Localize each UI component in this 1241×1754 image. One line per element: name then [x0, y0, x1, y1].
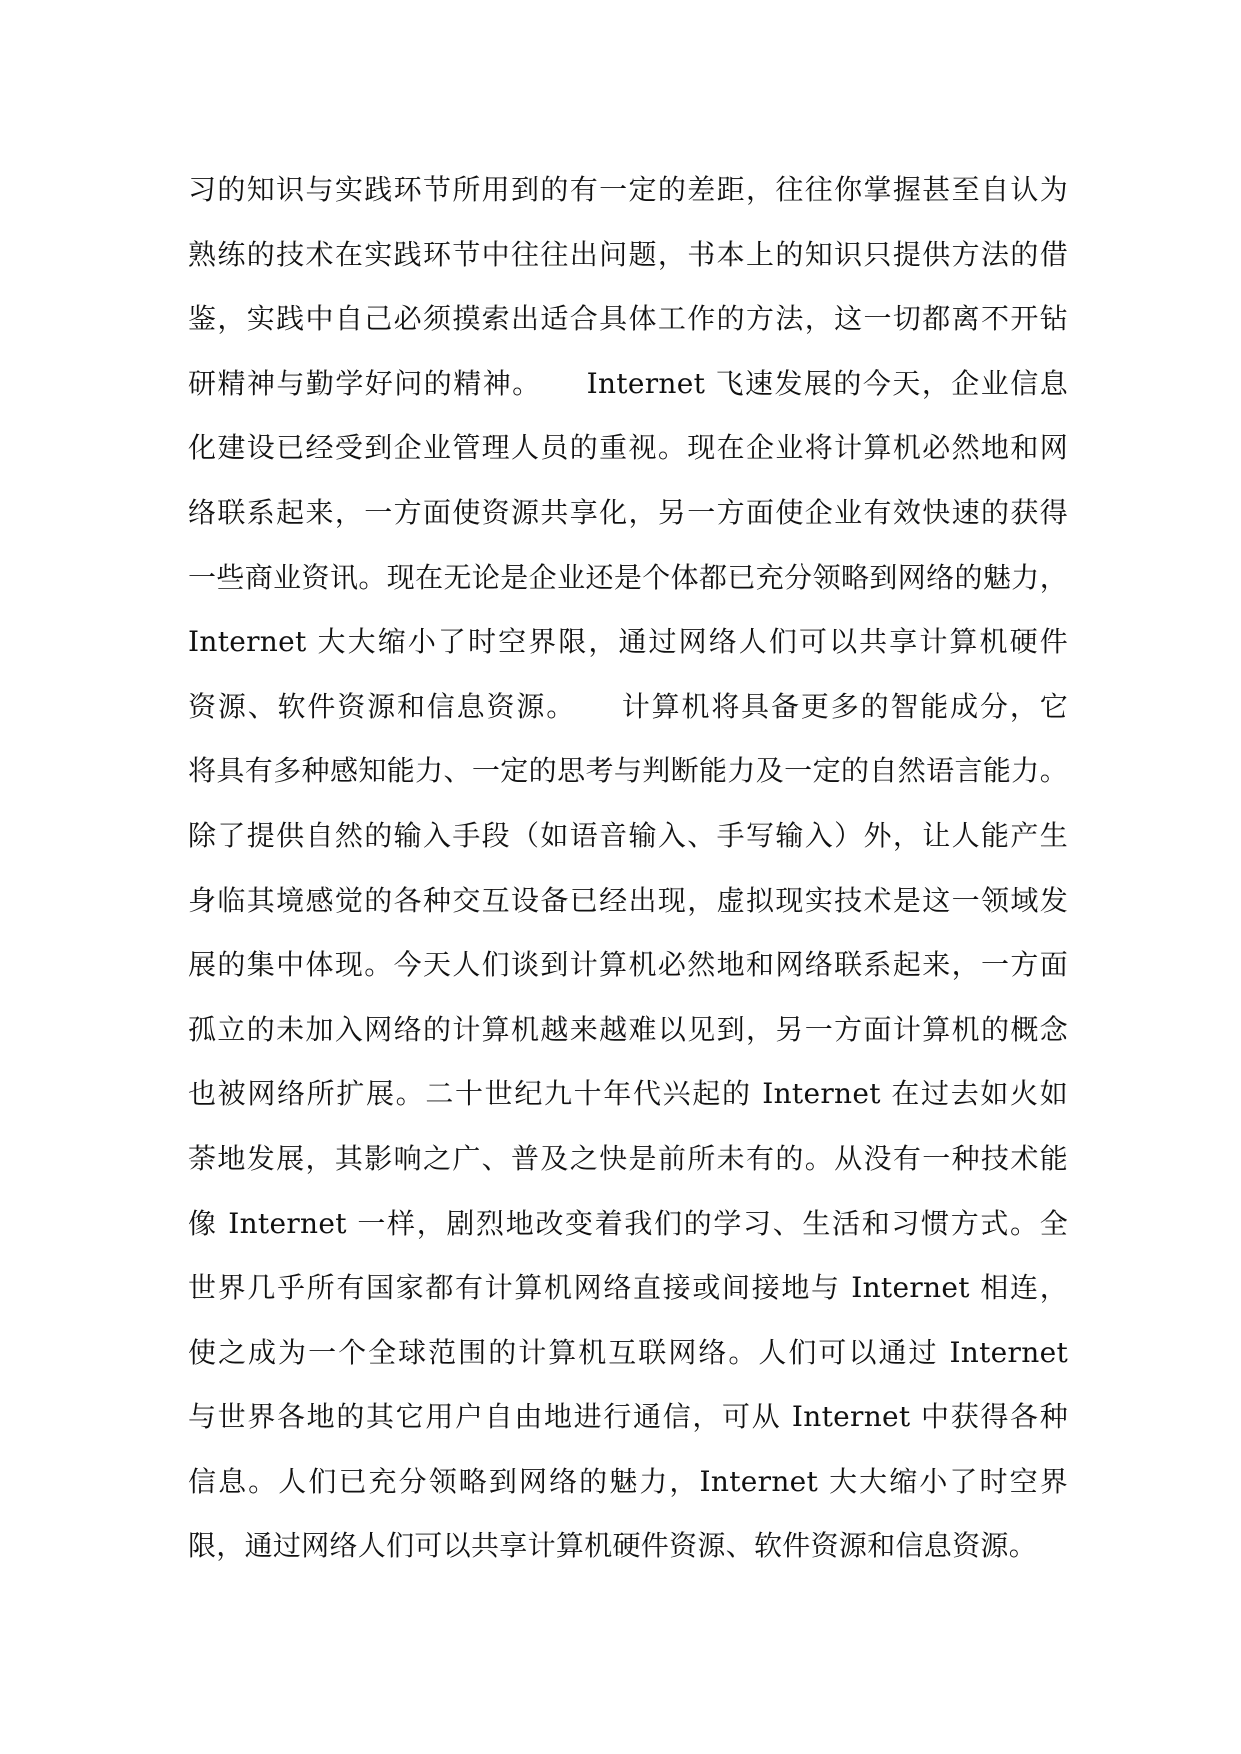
text-line-11: 除了提供自然的输入手段（如语音输入、手写输入）外，让人能产生 [188, 818, 1068, 852]
text-line-3: 鉴，实践中自己必须摸索出适合具体工作的方法，这一切都离不开钻 [188, 302, 1068, 336]
text-line-22: 限，通过网络人们可以共享计算机硬件资源、软件资源和信息资源。 [188, 1529, 1038, 1563]
text-line-13: 展的集中体现。今天人们谈到计算机必然地和网络联系起来，一方面 [188, 948, 1068, 982]
text-line-4: 研精神与勤学好问的精神。 Internet 飞速发展的今天，企业信息 [188, 366, 1068, 400]
document-body [188, 158, 1068, 1579]
text-line-20: 与世界各地的其它用户自由地进行通信，可从 Internet 中获得各种 [188, 1400, 1068, 1434]
text-line-9: 资源、软件资源和信息资源。 计算机将具备更多的智能成分，它 [188, 689, 1068, 723]
text-line-21: 信息。人们已充分领略到网络的魅力，Internet 大大缩小了时空界 [188, 1464, 1068, 1498]
text-line-1: 习的知识与实践环节所用到的有一定的差距，往往你掌握甚至自认为 [188, 173, 1068, 206]
text-line-2: 熟练的技术在实践环节中往往出问题，书本上的知识只提供方法的借 [188, 237, 1068, 271]
text-line-14: 孤立的未加入网络的计算机越来越难以见到，另一方面计算机的概念 [188, 1012, 1068, 1046]
text-line-10: 将具有多种感知能力、一定的思考与判断能力及一定的自然语言能力。 [188, 754, 1068, 788]
text-line-6: 络联系起来，一方面使资源共享化，另一方面使企业有效快速的获得 [188, 495, 1068, 529]
text-line-16: 荼地发展，其影响之广、普及之快是前所未有的。从没有一种技术能 [188, 1141, 1068, 1175]
text-line-8: Internet 大大缩小了时空界限，通过网络人们可以共享计算机硬件 [188, 625, 1068, 659]
text-line-19: 使之成为一个全球范围的计算机互联网络。人们可以通过 Internet [188, 1335, 1068, 1369]
text-line-18: 世界几乎所有国家都有计算机网络直接或间接地与 Internet 相连， [188, 1271, 1068, 1305]
text-line-7: 一些商业资讯。现在无论是企业还是个体都已充分领略到网络的魅力， [188, 560, 1068, 594]
text-line-17: 像 Internet 一样，剧烈地改变着我们的学习、生活和习惯方式。全 [188, 1206, 1068, 1240]
text-line-12: 身临其境感觉的各种交互设备已经出现，虚拟现实技术是这一领域发 [188, 883, 1068, 917]
text-line-15: 也被网络所扩展。二十世纪九十年代兴起的 Internet 在过去如火如 [188, 1077, 1068, 1111]
text-line-5: 化建设已经受到企业管理人员的重视。现在企业将计算机必然地和网 [188, 431, 1068, 465]
